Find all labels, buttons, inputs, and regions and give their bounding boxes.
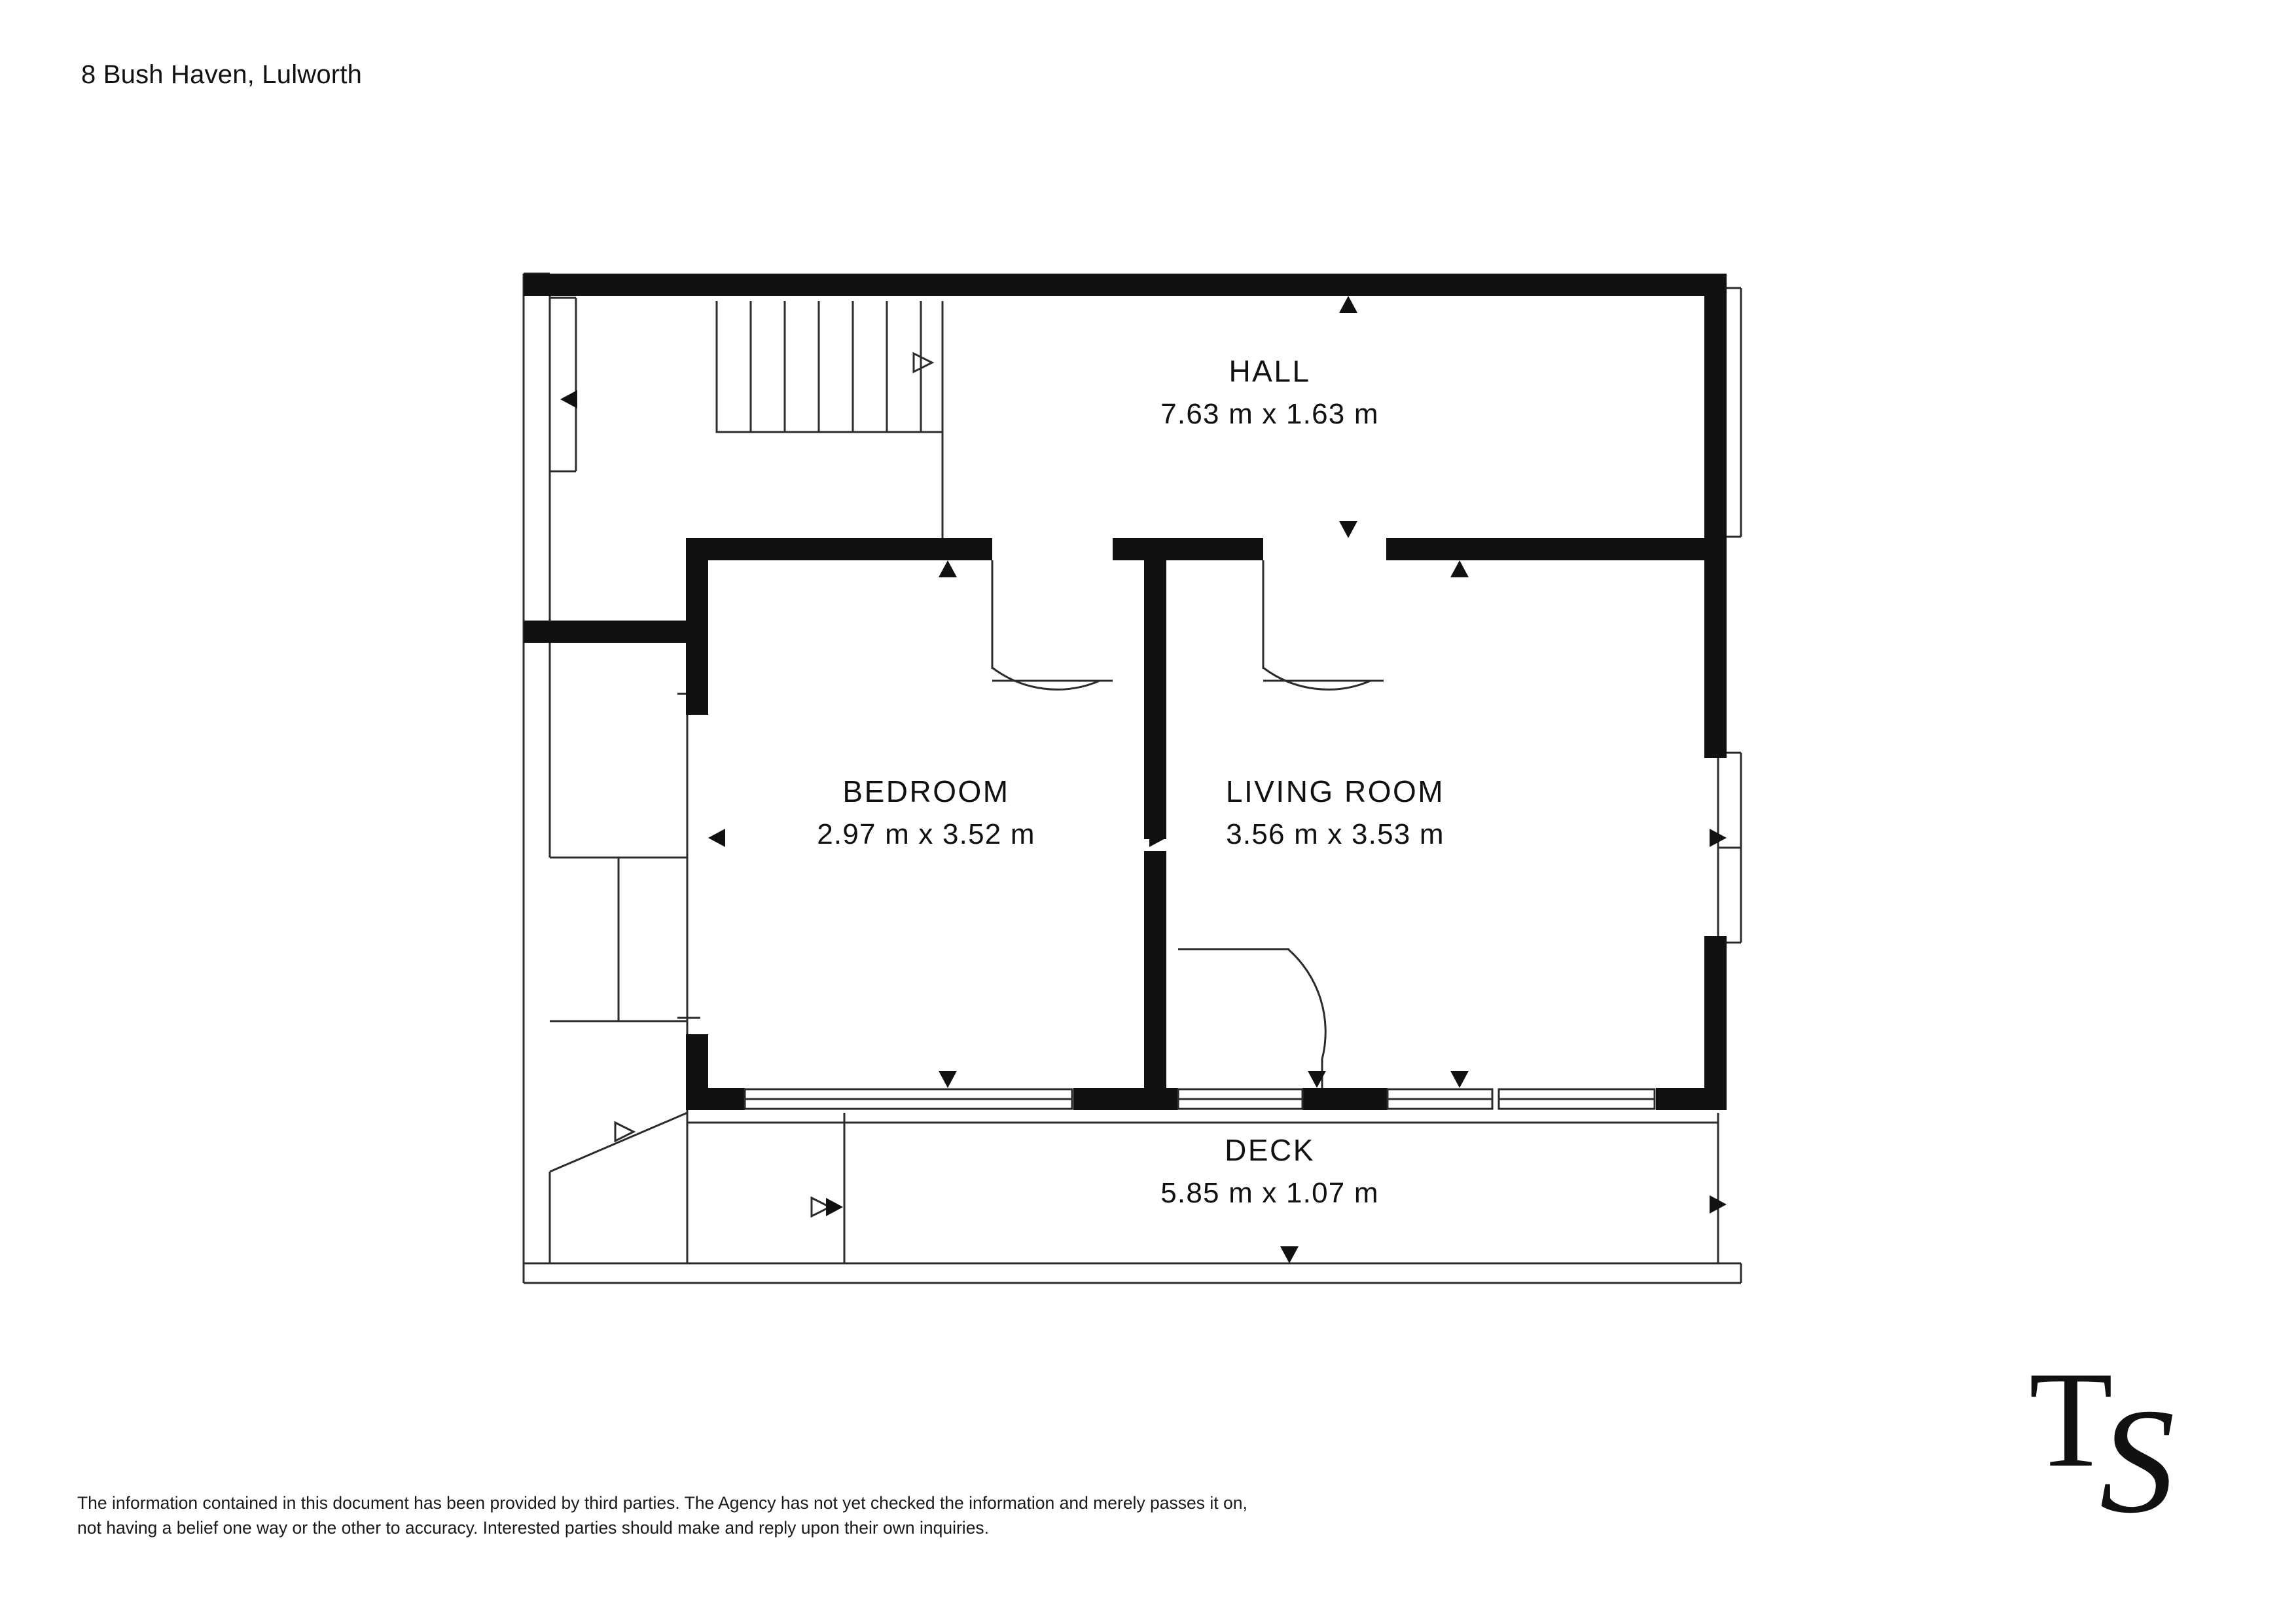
room-label-bedroom	[730, 774, 1122, 851]
room-name: LIVING ROOM	[1225, 774, 1445, 808]
door-bedroom	[992, 560, 1113, 689]
room-label-deck	[1073, 1132, 1466, 1210]
room-dimensions: 5.85 m x 1.07 m	[1160, 1177, 1379, 1209]
deck-direction-markers	[615, 1123, 830, 1216]
svg-text:S: S	[2100, 1377, 2175, 1531]
room-name: DECK	[1225, 1133, 1315, 1167]
room-label-hall	[1073, 353, 1466, 431]
room-dimensions: 2.97 m x 3.52 m	[817, 818, 1035, 850]
deck-entry-marker	[826, 1198, 843, 1216]
stair-direction-arrow-icon	[914, 353, 932, 372]
door-living-to-deck	[1178, 949, 1325, 1088]
door-living-room	[1263, 560, 1384, 689]
agency-logo	[2022, 1361, 2219, 1531]
page-title: 8 Bush Haven, Lulworth	[81, 60, 363, 89]
room-name: BEDROOM	[842, 774, 1010, 808]
room-dimensions: 7.63 m x 1.63 m	[1160, 398, 1379, 430]
svg-text:T: T	[2029, 1361, 2109, 1496]
room-name: HALL	[1229, 354, 1311, 388]
room-dimensions: 3.56 m x 3.53 m	[1226, 818, 1444, 850]
window-openings	[745, 1089, 1655, 1109]
disclaimer-text: The information contained in this document has been provided by third parties. The Agency has not yet checked the information and merely passes it on, not having a belief one way or the other to accuracy. Interested parties should make and reply upon their own inquiries.	[77, 1493, 1247, 1538]
staircase	[717, 301, 942, 543]
room-label-living-room	[1106, 774, 1564, 851]
